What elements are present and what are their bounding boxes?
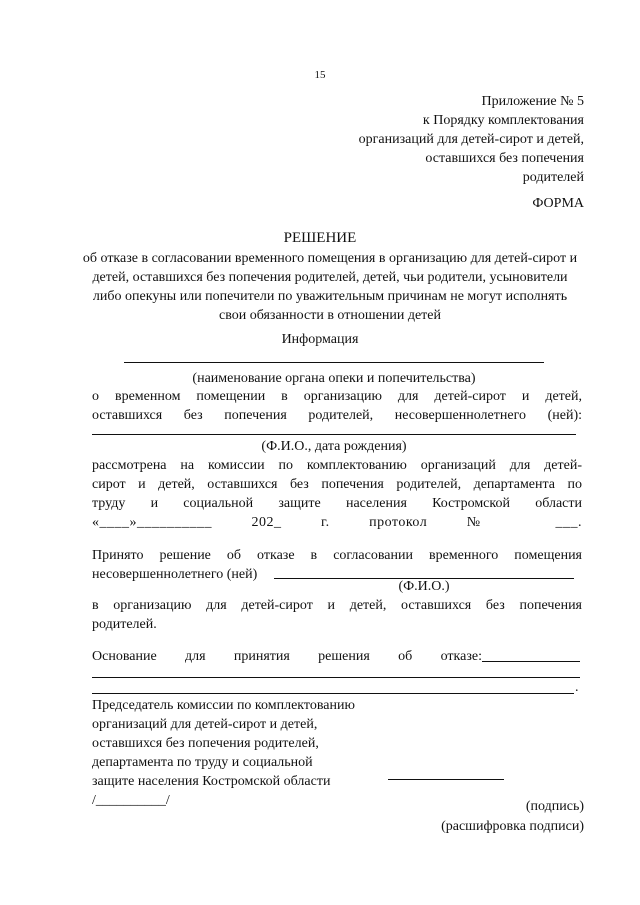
- basis-word: об: [398, 649, 413, 664]
- appendix-line: родителей: [522, 170, 584, 185]
- authority-fill-line: [124, 362, 544, 363]
- decoding-caption: (расшифровка подписи): [441, 819, 584, 834]
- document-subtitle: об отказе в согласовании временного помещения в организацию для детей-сирот и детей, оставшихся без попечения родителей, детей, чьи родители, усыновители либо опекуны или попечители по уважительным причинам не могут исполнять свои обязанности в отношении детей: [82, 251, 578, 323]
- basis-word: решения: [318, 649, 370, 664]
- basis-word: для: [184, 649, 206, 664]
- paragraph-line: несовершеннолетнего (ней): [92, 567, 258, 582]
- form-label: ФОРМА: [532, 196, 584, 211]
- fio-dob-fill-line: [92, 434, 576, 435]
- signature-caption: (подпись): [525, 799, 584, 814]
- paragraph-line: сирот и детей, оставшихся без попечения родителей, департамента по: [92, 477, 582, 492]
- paragraph-line: труду и социальной защите населения Костромской области: [92, 496, 582, 511]
- chairman-line: защите населения Костромской области: [92, 774, 331, 789]
- chairman-line: Председатель комиссии по комплектованию: [92, 698, 355, 713]
- paragraph-line: Принято решение об отказе в согласовании временного помещения: [92, 548, 582, 563]
- basis-word: Основание: [92, 649, 157, 664]
- chairman-block: [92, 696, 392, 810]
- authority-caption: (наименование органа опеки и попечительства): [192, 371, 476, 386]
- appendix-line: оставшихся без попечения: [425, 151, 584, 166]
- appendix-line: Приложение № 5: [481, 94, 584, 109]
- basis-word: отказе:: [440, 649, 482, 664]
- appendix-block: [359, 92, 584, 187]
- basis-word: принятия: [233, 649, 290, 664]
- signature-fill-line: [388, 779, 504, 780]
- appendix-line: к Порядку комплектования: [422, 113, 584, 128]
- appendix-line: организаций для детей-сирот и детей,: [358, 132, 584, 147]
- page-number: 15: [314, 69, 326, 81]
- fio-caption: (Ф.И.О.): [398, 579, 450, 594]
- chairman-line: департамента по труду и социальной: [92, 755, 313, 770]
- chairman-slash-line: /__________/: [92, 793, 170, 808]
- fio-dob-caption: (Ф.И.О., дата рождения): [261, 439, 407, 454]
- basis-fill-line: [92, 693, 574, 694]
- paragraph-line: родителей.: [92, 617, 157, 632]
- paragraph-line: рассмотрена на комиссии по комплектованию организаций для детей-: [92, 458, 582, 473]
- basis-fill-line: [482, 661, 580, 662]
- paragraph-line: оставшихся без попечения родителей, несовершеннолетнего (ней):: [92, 408, 582, 423]
- basis-row: [92, 648, 482, 666]
- chairman-line: оставшихся без попечения родителей,: [92, 736, 319, 751]
- basis-fill-line: [92, 677, 580, 678]
- chairman-line: организаций для детей-сирот и детей,: [92, 717, 318, 732]
- document-title: РЕШЕНИЕ: [283, 230, 357, 246]
- paragraph-line: в организацию для детей-сирот и детей, оставшихся без попечения: [92, 598, 582, 613]
- protocol-line: «____»__________ 202_ г. протокол № ___.: [92, 515, 582, 530]
- basis-end-mark: .: [575, 680, 579, 695]
- paragraph-line: о временном помещении в организацию для детей-сирот и детей,: [92, 389, 582, 404]
- info-heading: Информация: [281, 332, 359, 347]
